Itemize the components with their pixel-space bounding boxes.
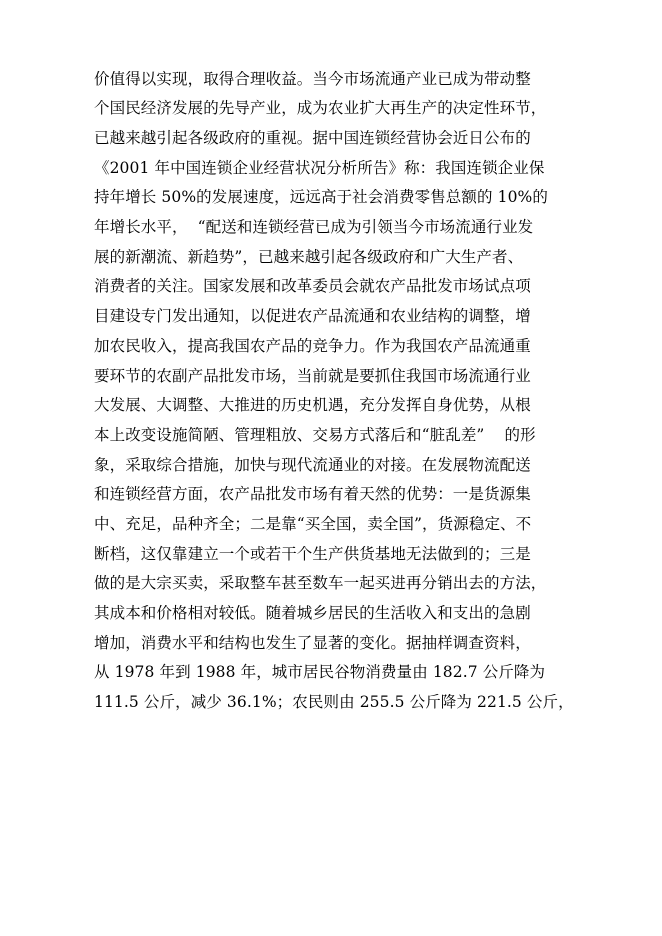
text-line: 其成本和价格相对较低。随着城乡居民的生活收入和支出的急剧 bbox=[94, 604, 531, 622]
text-line: 大发展、大调整、大推进的历史机遇，充分发挥自身优势，从根 bbox=[94, 396, 531, 414]
text-line: 价值得以实现，取得合理收益。当今市场流通产业已成为带动整 bbox=[94, 70, 531, 88]
text-line: 象，采取综合措施，加快与现代流通业的对接。在发展物流配送 bbox=[94, 456, 531, 474]
text-line: 要环节的农副产品批发市场，当前就是要抓住我国市场流通行业 bbox=[94, 367, 531, 385]
text-line: 断档，这仅靠建立一个或若干个生产供货基地无法做到的；三是 bbox=[94, 545, 531, 563]
text-line: 加农民收入，提高我国农产品的竞争力。作为我国农产品流通重 bbox=[94, 337, 531, 355]
text-line: 消费者的关注。国家发展和改革委员会就农产品批发市场试点项 bbox=[94, 277, 531, 295]
text-line: 111.5 公斤，减少 36.1%；农民则由 255.5 公斤降为 221.5 公斤， bbox=[94, 693, 574, 711]
text-line: 增加，消费水平和结构也发生了显著的变化。据抽样调查资料， bbox=[94, 634, 531, 652]
text-line: 持年增长 50%的发展速度，远远高于社会消费零售总额的 10%的 bbox=[94, 188, 548, 206]
text-line: 和连锁经营方面，农产品批发市场有着天然的优势：一是货源集 bbox=[94, 485, 531, 503]
text-line: 展的新潮流、新趋势”，已越来越引起各级政府和广大生产者、 bbox=[94, 248, 524, 266]
text-line: 已越来越引起各级政府的重视。据中国连锁经营协会近日公布的 bbox=[94, 129, 531, 147]
text-line: 年增长水平， “配送和连锁经营已成为引领当今市场流通行业发 bbox=[94, 218, 534, 236]
text-line: 《2001 年中国连锁企业经营状况分析所告》称：我国连锁企业保 bbox=[94, 159, 545, 177]
text-line: 做的是大宗买卖，采取整车甚至数车一起买进再分销出去的方法， bbox=[94, 574, 547, 592]
text-line: 个国民经济发展的先导产业，成为农业扩大再生产的决定性环节， bbox=[94, 99, 547, 117]
text-line: 中、充足，品种齐全；二是靠“买全国，卖全国”，货源稳定、不 bbox=[94, 515, 532, 533]
text-line: 从 1978 年到 1988 年，城市居民谷物消费量由 182.7 公斤降为 bbox=[94, 663, 546, 681]
text-line: 本上改变设施简陋、管理粗放、交易方式落后和“脏乱差” 的形 bbox=[94, 426, 536, 444]
text-line: 目建设专门发出通知，以促进农产品流通和农业结构的调整，增 bbox=[94, 307, 531, 325]
